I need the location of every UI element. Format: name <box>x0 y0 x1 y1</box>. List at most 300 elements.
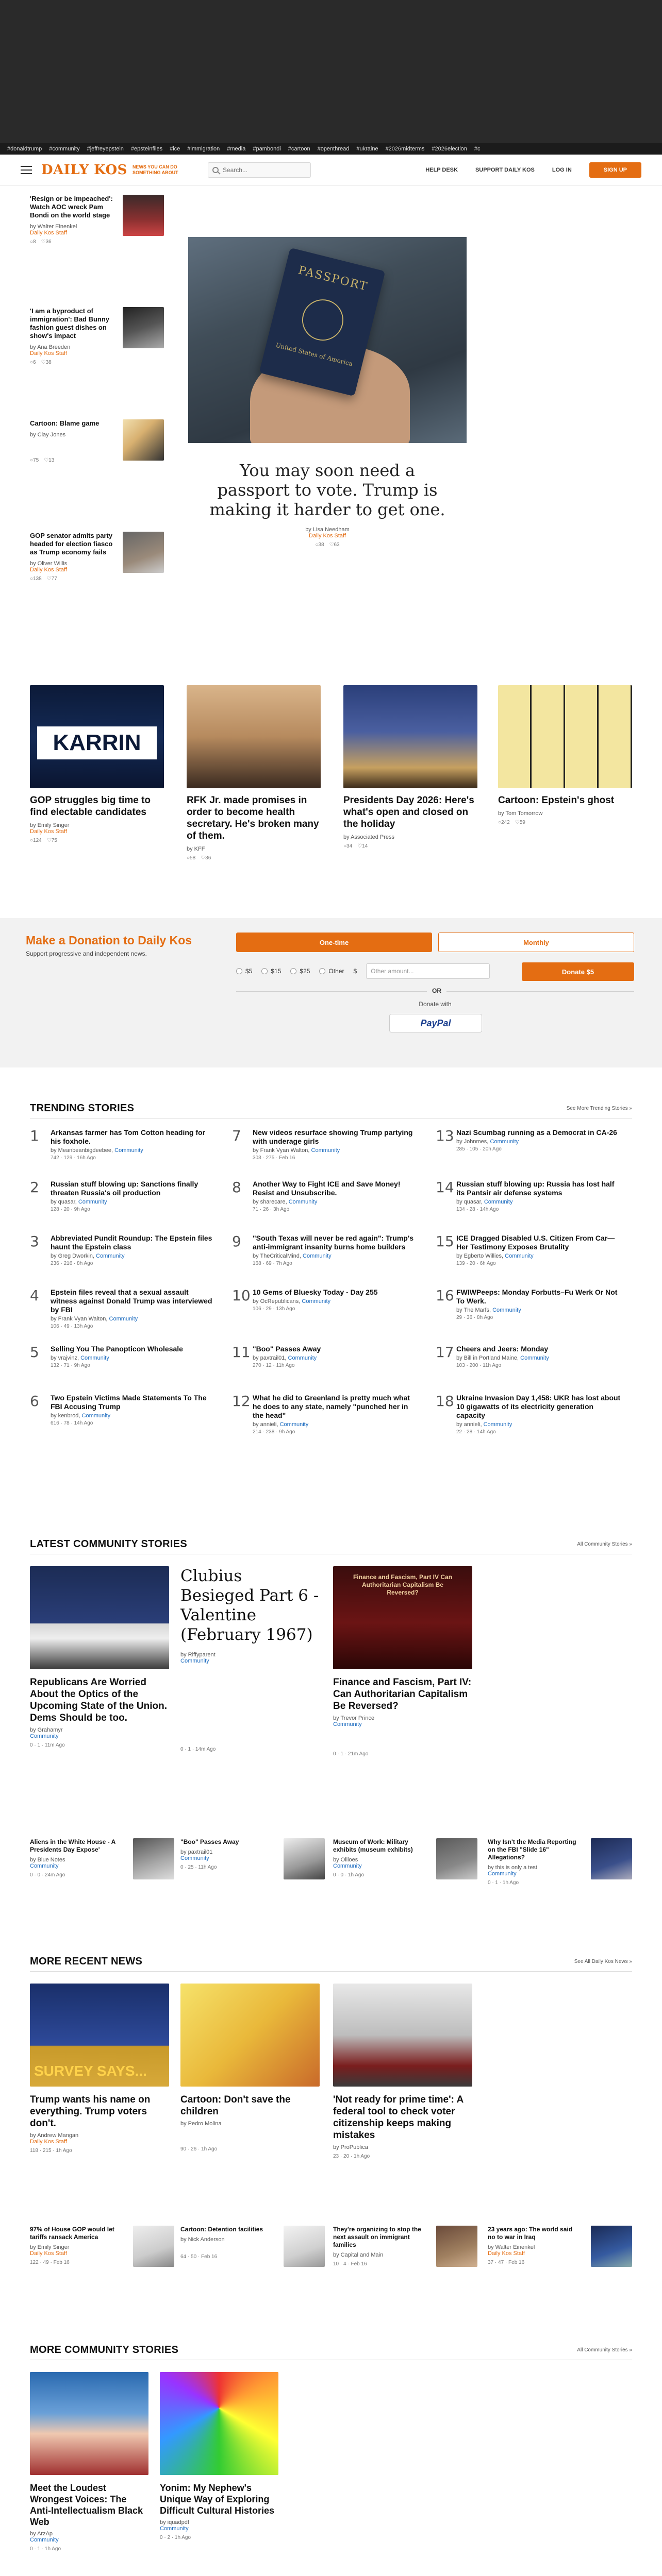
divider <box>30 1971 632 1972</box>
trending-rank: 12 <box>232 1393 251 1410</box>
login-link[interactable]: LOG IN <box>552 166 572 173</box>
card-title[interactable]: Cartoon: Detention facilities <box>180 2226 263 2233</box>
card-title[interactable]: Aliens in the White House - A Presidents Day Expose' <box>30 1838 115 1853</box>
news-card[interactable] <box>30 1984 169 2154</box>
trending-category[interactable]: Community <box>109 1316 138 1322</box>
card-category[interactable]: Community <box>333 1863 362 1869</box>
hashtag-link[interactable]: #pambondi <box>253 146 281 152</box>
trending-byline <box>253 1298 418 1304</box>
trending-title[interactable]: Epstein files reveal that a sexual assault witness against Donald Trump was interviewed by FBI <box>51 1288 212 1314</box>
news-card[interactable] <box>187 685 321 861</box>
comment-count[interactable]: ○ 6 <box>30 360 36 365</box>
card-author[interactable]: by Trevor Prince <box>333 1715 375 1721</box>
news-small-card[interactable] <box>333 2226 477 2267</box>
trending-author[interactable]: by The Marfs, <box>456 1307 491 1313</box>
trending-category[interactable]: Community <box>78 1199 107 1205</box>
trending-item[interactable] <box>30 1234 216 1266</box>
story-thumbnail[interactable] <box>123 419 164 461</box>
trending-title[interactable]: Russian stuff blowing up: Russia has lost half its Pantsir air defense systems <box>456 1180 615 1197</box>
hero-story[interactable] <box>188 237 467 548</box>
card-image[interactable] <box>180 1984 320 2087</box>
story-thumbnail[interactable] <box>123 532 164 573</box>
card-meta: 0 · 2 · 1h Ago <box>160 2535 191 2540</box>
card-meta: 0 · 0 · 24m Ago <box>30 1872 65 1878</box>
card-meta: 37 · 47 · Feb 16 <box>488 2260 525 2265</box>
hashtag-link[interactable]: #2026election <box>432 146 467 152</box>
trending-meta: 134 · 28 · 14h Ago <box>456 1207 499 1212</box>
trending-meta: 71 · 26 · 3h Ago <box>253 1207 290 1212</box>
trending-byline <box>51 1316 216 1322</box>
hashtag-link[interactable]: #donaldtrump <box>7 146 42 152</box>
monthly-toggle[interactable]: Monthly <box>438 933 634 952</box>
card-title[interactable]: 97% of House GOP would let tariffs ransack America <box>30 2226 114 2241</box>
donation-title: Make a Donation to Daily Kos <box>26 934 192 947</box>
trending-byline <box>456 1307 621 1313</box>
trending-author[interactable]: by OcRepublicans, <box>253 1298 301 1304</box>
card-meta <box>187 855 321 861</box>
card-image[interactable] <box>498 685 632 788</box>
card-category[interactable]: Community <box>30 1733 59 1739</box>
hashtag-link[interactable]: #epsteinfiles <box>130 146 163 152</box>
trending-category[interactable]: Community <box>505 1253 534 1259</box>
card-image[interactable] <box>30 1566 169 1669</box>
community-card[interactable] <box>30 2372 148 2552</box>
rec-count[interactable]: ♡ 36 <box>201 855 211 861</box>
community-small-card[interactable] <box>333 1838 477 1878</box>
trending-meta: 132 · 71 · 9h Ago <box>51 1363 90 1368</box>
trending-author[interactable]: by TheCriticalMind, <box>253 1253 301 1259</box>
trending-byline <box>253 1199 418 1205</box>
hero-title[interactable]: You may soon need a passport to vote. Trump is making it harder to get one. <box>209 461 445 519</box>
comment-count[interactable]: ○ 138 <box>30 576 42 582</box>
rec-count[interactable]: ♡ 13 <box>44 457 54 463</box>
trending-title[interactable]: 10 Gems of Bluesky Today - Day 255 <box>253 1288 378 1296</box>
trending-category[interactable]: Community <box>492 1307 521 1313</box>
card-author[interactable]: by Capital and Main <box>333 2252 384 2258</box>
trending-category[interactable]: Community <box>303 1253 332 1259</box>
trending-author[interactable]: by paxtrail01, <box>253 1355 287 1361</box>
card-thumbnail[interactable] <box>133 1838 174 1879</box>
card-title[interactable]: RFK Jr. made promises in order to become health secretary. He's broken many of them. <box>187 795 319 841</box>
card-title[interactable]: Trump wants his name on everything. Trump voters don't. <box>30 2094 151 2129</box>
trending-meta: 168 · 69 · 7h Ago <box>253 1261 292 1266</box>
trending-category[interactable]: Community <box>81 1413 111 1419</box>
card-category[interactable]: Community <box>160 2526 189 2532</box>
news-card[interactable] <box>30 685 164 843</box>
community-small-card[interactable] <box>180 1838 325 1870</box>
card-title[interactable]: 'Not ready for prime time': A federal tool to check voter citizenship keeps making mistakes <box>333 2094 464 2141</box>
radio-icon[interactable] <box>236 968 242 974</box>
card-author[interactable]: by paxtrail01 <box>180 1849 213 1855</box>
trending-item[interactable] <box>436 1180 621 1212</box>
community-card[interactable] <box>180 1566 320 1752</box>
trending-rank: 8 <box>232 1179 241 1196</box>
hashtag-link[interactable]: #cartoon <box>288 146 310 152</box>
trending-category[interactable]: Community <box>288 1199 318 1205</box>
trending-rank: 2 <box>30 1179 39 1196</box>
card-author[interactable]: by iquadpdf <box>160 2519 189 2526</box>
trending-author[interactable]: by Greg Dworkin, <box>51 1253 94 1259</box>
trending-item[interactable] <box>232 1288 418 1312</box>
card-meta: 0 · 1 · 14m Ago <box>180 1747 216 1752</box>
donate-button[interactable]: Donate $5 <box>522 962 634 981</box>
trending-category[interactable]: Community <box>484 1199 513 1205</box>
trending-title[interactable]: "Boo" Passes Away <box>253 1345 321 1353</box>
top-stories <box>0 185 662 672</box>
trending-category[interactable]: Community <box>302 1298 331 1304</box>
trending-category[interactable]: Community <box>80 1355 109 1361</box>
trending-author[interactable]: by annieli, <box>253 1421 278 1428</box>
amount-option-other[interactable] <box>319 968 344 975</box>
latest-community-heading: LATEST COMMUNITY STORIES <box>30 1538 187 1550</box>
card-meta: 23 · 20 · 1h Ago <box>333 2154 370 2159</box>
card-author[interactable]: by Andrew Mangan <box>30 2132 79 2139</box>
trending-title[interactable]: Selling You The Panopticon Wholesale <box>51 1345 183 1353</box>
card-title[interactable]: They're organizing to stop the next assault on immigrant families <box>333 2226 421 2248</box>
signup-button[interactable]: SIGN UP <box>589 162 641 178</box>
trending-title[interactable]: Russian stuff blowing up: Sanctions finally threaten Russia's oil production <box>51 1180 198 1197</box>
card-title[interactable]: GOP struggles big time to find electable candidates <box>30 795 151 818</box>
comment-count[interactable]: ○ 242 <box>498 820 510 825</box>
site-logo[interactable]: DAILY KOS <box>41 162 127 178</box>
news-card[interactable] <box>333 1984 472 2159</box>
community-small-card[interactable] <box>30 1838 174 1878</box>
more-community-heading: MORE COMMUNITY STORIES <box>30 2344 179 2355</box>
eagle-seal-icon <box>297 295 347 345</box>
hero-meta <box>188 542 467 548</box>
trending-author[interactable]: by quasar, <box>51 1199 77 1205</box>
card-image[interactable] <box>30 1984 169 2087</box>
trending-meta: 236 · 216 · 8h Ago <box>51 1261 93 1266</box>
trending-item[interactable] <box>232 1345 418 1368</box>
card-thumbnail[interactable] <box>436 1838 477 1879</box>
card-author[interactable]: by Nick Anderson <box>180 2236 225 2243</box>
trending-item[interactable] <box>232 1394 418 1435</box>
news-see-more-link[interactable]: See All Daily Kos News » <box>574 1959 632 1964</box>
card-thumbnail[interactable] <box>133 2226 174 2267</box>
side-story[interactable] <box>30 195 164 245</box>
community-card[interactable] <box>333 1566 472 1757</box>
trending-author[interactable]: by Egberto Willies, <box>456 1253 504 1259</box>
donate-with-label: Donate with <box>419 1001 452 1008</box>
card-category[interactable]: Community <box>333 1721 362 1727</box>
story-title[interactable]: Cartoon: Blame game <box>30 419 100 427</box>
trending-title[interactable]: New videos resurface showing Trump partying with underage girls <box>253 1128 413 1145</box>
story-title[interactable]: GOP senator admits party headed for election fiasco as Trump economy fails <box>30 532 113 556</box>
story-author[interactable]: by Oliver Willis <box>30 561 68 567</box>
trending-author[interactable]: by vrajvinz, <box>51 1355 79 1361</box>
hashtag-link[interactable]: #immigration <box>187 146 220 152</box>
card-author[interactable]: by Tom Tomorrow <box>498 810 543 817</box>
card-outlet: Daily Kos Staff <box>30 828 67 835</box>
trending-author[interactable]: by quasar, <box>456 1199 483 1205</box>
card-author[interactable]: by Ollioes <box>333 1857 358 1863</box>
card-meta: 0 · 25 · 11h Ago <box>180 1865 217 1870</box>
comment-count[interactable]: ○ 8 <box>30 239 36 245</box>
trending-category[interactable]: Community <box>288 1355 317 1361</box>
rec-count[interactable]: ♡ 14 <box>357 843 368 849</box>
comment-count[interactable]: ○ 124 <box>30 838 42 843</box>
card-title[interactable]: Finance and Fascism, Part IV: Can Authoritarian Capitalism Be Reversed? <box>333 1677 472 1711</box>
news-small-card[interactable] <box>180 2226 325 2260</box>
news-small-card[interactable] <box>488 2226 632 2265</box>
trending-category[interactable]: Community <box>279 1421 309 1428</box>
search-input[interactable] <box>223 166 305 174</box>
card-title[interactable]: Why Isn't the Media Reporting on the FBI "Slide 16" Allegations? <box>488 1838 576 1861</box>
card-author[interactable]: by Associated Press <box>343 834 395 840</box>
more-community-see-more-link[interactable]: All Community Stories » <box>577 2347 632 2353</box>
card-title[interactable]: Yonim: My Nephew's Unique Way of Exploring Difficult Cultural Histories <box>160 2483 275 2516</box>
one-time-toggle[interactable]: One-time <box>236 933 432 952</box>
trending-byline <box>51 1253 216 1259</box>
card-meta: 0 · 0 · 1h Ago <box>333 1872 365 1878</box>
amount-label: $5 <box>245 968 253 975</box>
trending-title[interactable]: What he did to Greenland is pretty much what he does to any state, namely "punched her in the head" <box>253 1394 410 1419</box>
paypal-button[interactable]: PayPal <box>389 1014 482 1032</box>
trending-author[interactable]: by Meanbeanbigdeebee, <box>51 1147 113 1154</box>
news-card[interactable] <box>498 685 632 825</box>
trending-byline <box>456 1355 621 1361</box>
card-author[interactable]: by Pedro Molina <box>180 2121 222 2127</box>
card-author[interactable]: by ProPublica <box>333 2144 368 2150</box>
card-thumbnail[interactable] <box>436 2226 477 2267</box>
trending-category[interactable]: Community <box>96 1253 125 1259</box>
hashtag-link[interactable]: #c <box>474 146 481 152</box>
trending-item[interactable] <box>30 1288 216 1329</box>
card-title[interactable]: "Boo" Passes Away <box>180 1838 239 1845</box>
card-author[interactable]: by this is only a test <box>488 1865 537 1871</box>
trending-item[interactable] <box>30 1128 216 1161</box>
trending-item[interactable] <box>436 1234 621 1266</box>
card-thumbnail[interactable] <box>591 2226 632 2267</box>
card-image[interactable] <box>160 2372 278 2475</box>
card-title[interactable]: Cartoon: Epstein's ghost <box>498 795 615 806</box>
hashtag-link[interactable]: #2026midterms <box>385 146 425 152</box>
donation-subtitle: Support progressive and independent news. <box>26 950 147 957</box>
community-card[interactable] <box>160 2372 278 2540</box>
or-separator: OR <box>427 987 446 994</box>
radio-icon[interactable] <box>261 968 268 974</box>
community-card[interactable] <box>30 1566 169 1748</box>
trending-category[interactable]: Community <box>311 1147 340 1154</box>
trending-title[interactable]: Two Epstein Victims Made Statements To The FBI Accusing Trump <box>51 1394 207 1411</box>
trending-heading: TRENDING STORIES <box>30 1103 135 1114</box>
side-story[interactable] <box>30 419 164 463</box>
card-image-caption: Finance and Fascism, Part IV Can Authoritarian Capitalism Be Reversed? <box>353 1573 453 1596</box>
support-link[interactable]: SUPPORT DAILY KOS <box>475 166 535 173</box>
trending-author[interactable]: by Frank Vyan Walton, <box>253 1147 310 1154</box>
card-category: Daily Kos Staff <box>488 2250 525 2257</box>
card-image[interactable] <box>333 1566 472 1669</box>
card-title[interactable]: Meet the Loudest Wrongest Voices: The Anti-Intellectualism Black Web <box>30 2483 143 2527</box>
trending-item[interactable] <box>232 1180 418 1212</box>
trending-title[interactable]: Cheers and Jeers: Monday <box>456 1345 549 1353</box>
search-box[interactable] <box>208 162 311 178</box>
card-thumbnail[interactable] <box>284 1838 325 1879</box>
trending-item[interactable] <box>436 1394 621 1435</box>
trending-item[interactable] <box>436 1128 621 1152</box>
trending-item[interactable] <box>232 1234 418 1266</box>
hashtag-link[interactable]: #jeffreyepstein <box>87 146 124 152</box>
trending-author[interactable]: by Frank Vyan Walton, <box>51 1316 108 1322</box>
card-author[interactable]: by ArzAp <box>30 2531 53 2537</box>
trending-title[interactable]: FWIWPeeps: Monday Forbutts–Fu Werk Or Not To Werk. <box>456 1288 618 1305</box>
card-title[interactable]: Museum of Work: Military exhibits (museum exhibits) <box>333 1838 413 1853</box>
rec-count[interactable]: ♡ 75 <box>47 838 57 843</box>
trending-title[interactable]: Abbreviated Pundit Roundup: The Epstein files haunt the Epstein class <box>51 1234 212 1251</box>
story-thumbnail[interactable] <box>123 307 164 348</box>
card-meta <box>30 838 164 843</box>
community-small-card[interactable] <box>488 1838 632 1886</box>
rec-count[interactable]: ♡ 63 <box>329 542 340 548</box>
card-image-sign: KARRIN <box>37 726 157 759</box>
rec-count[interactable]: ♡ 38 <box>41 360 52 365</box>
trending-item[interactable] <box>30 1345 216 1368</box>
news-card[interactable] <box>343 685 477 849</box>
comment-count[interactable]: ○ 38 <box>315 542 324 548</box>
rec-count[interactable]: ♡ 59 <box>515 820 525 825</box>
trending-author[interactable]: by Johnmes, <box>456 1139 489 1145</box>
story-title[interactable]: 'Resign or be impeached': Watch AOC wreck Pam Bondi on the world stage <box>30 195 113 219</box>
comment-count[interactable]: ○ 34 <box>343 843 352 849</box>
comment-count[interactable]: ○ 58 <box>187 855 195 861</box>
trending-meta: 742 · 129 · 16h Ago <box>51 1155 96 1161</box>
radio-icon[interactable] <box>319 968 325 974</box>
card-title[interactable]: Cartoon: Don't save the children <box>180 2094 291 2117</box>
amount-label: Other <box>328 968 344 975</box>
card-title[interactable]: Republicans Are Worried About the Optics of the Upcoming State of the Union. Dems Should be too. <box>30 1677 167 1723</box>
trending-title[interactable]: "South Texas will never be red again": Trump's anti-immigrant insanity burns home builders <box>253 1234 413 1251</box>
story-title[interactable]: 'I am a byproduct of immigration': Bad Bunny fashion guest dishes on show's impact <box>30 307 110 340</box>
site-header <box>0 155 662 185</box>
card-meta: 0 · 1 · 1h Ago <box>30 2546 61 2552</box>
card-image[interactable] <box>343 685 477 788</box>
trending-category[interactable]: Community <box>483 1421 512 1428</box>
community-see-more-link[interactable]: All Community Stories » <box>577 1541 632 1547</box>
help-desk-link[interactable]: HELP DESK <box>425 166 458 173</box>
trending-byline <box>253 1421 418 1428</box>
card-title[interactable]: Clubius Besieged Part 6 - Valentine (February 1967) <box>180 1567 319 1644</box>
card-meta: 0 · 1 · 1h Ago <box>488 1880 519 1886</box>
trending-title[interactable]: Arkansas farmer has Tom Cotton heading for his foxhole. <box>51 1128 206 1145</box>
story-author[interactable]: by Ana Breeden <box>30 344 71 350</box>
amount-option-15[interactable] <box>261 968 281 975</box>
trending-title[interactable]: Another Way to Fight ICE and Save Money! Resist and Unsubscribe. <box>253 1180 401 1197</box>
rec-count[interactable]: ♡ 36 <box>41 239 52 245</box>
trending-category[interactable]: Community <box>520 1355 549 1361</box>
hero-image[interactable] <box>188 237 467 443</box>
card-category[interactable]: Community <box>488 1871 517 1877</box>
trending-title[interactable]: Nazi Scumbag running as a Democrat in CA-26 <box>456 1128 617 1137</box>
trending-title[interactable]: Ukraine Invasion Day 1,458: UKR has lost about 10 gigawatts of its electricity generation capacity <box>456 1394 621 1419</box>
trending-meta: 139 · 20 · 6h Ago <box>456 1261 496 1266</box>
card-category[interactable]: Community <box>180 1855 209 1861</box>
trending-byline <box>51 1413 216 1419</box>
story-author[interactable]: by Walter Einenkel <box>30 224 77 230</box>
story-author[interactable]: by Clay Jones <box>30 432 66 438</box>
side-story[interactable] <box>30 532 164 582</box>
trending-item[interactable] <box>436 1345 621 1368</box>
card-author[interactable]: by Emily Singer <box>30 2244 70 2250</box>
header-nav <box>425 162 641 178</box>
trending-see-more-link[interactable]: See More Trending Stories » <box>566 1106 632 1111</box>
card-author[interactable]: by Emily Singer <box>30 822 70 828</box>
card-author[interactable]: by Blue Notes <box>30 1857 65 1863</box>
card-category[interactable]: Community <box>30 2537 59 2543</box>
trending-item[interactable] <box>30 1394 216 1426</box>
radio-icon[interactable] <box>290 968 296 974</box>
card-meta <box>498 820 632 825</box>
card-category[interactable]: Community <box>30 1863 59 1869</box>
hero-author[interactable]: by Lisa Needham <box>305 527 350 533</box>
trending-author[interactable]: by kenbrod, <box>51 1413 80 1419</box>
trending-meta: 29 · 36 · 8h Ago <box>456 1315 493 1320</box>
hashtag-link[interactable]: #openthread <box>317 146 350 152</box>
card-meta: 118 · 215 · 1h Ago <box>30 2148 72 2154</box>
card-author[interactable]: by Grahamyr <box>30 1727 63 1733</box>
card-thumbnail[interactable] <box>591 1838 632 1879</box>
card-image[interactable] <box>333 1984 472 2087</box>
hashtag-link[interactable]: #ukraine <box>356 146 378 152</box>
trending-item[interactable] <box>232 1128 418 1161</box>
card-image[interactable] <box>187 685 321 788</box>
trending-byline <box>51 1147 216 1154</box>
trending-author[interactable]: by annieli, <box>456 1421 482 1428</box>
card-category[interactable]: Community <box>180 1658 209 1664</box>
hashtag-link[interactable]: #community <box>49 146 80 152</box>
hashtag-link[interactable]: #ice <box>170 146 180 152</box>
hashtag-link[interactable]: #media <box>227 146 246 152</box>
trending-category[interactable]: Community <box>490 1139 519 1145</box>
menu-icon[interactable] <box>21 166 32 174</box>
card-author[interactable]: by Riffyparent <box>180 1652 216 1658</box>
trending-meta: 303 · 275 · Feb 16 <box>253 1155 295 1161</box>
card-thumbnail[interactable] <box>284 2226 325 2267</box>
trending-rank: 9 <box>232 1233 241 1250</box>
amount-option-25[interactable] <box>290 968 310 975</box>
trending-byline <box>253 1147 418 1154</box>
trending-title[interactable]: ICE Dragged Disabled U.S. Citizen From Car—Her Testimony Exposes Brutality <box>456 1234 615 1251</box>
trending-author[interactable]: by Bill in Portland Maine, <box>456 1355 519 1361</box>
trending-item[interactable] <box>30 1180 216 1212</box>
trending-author[interactable]: by sharecare, <box>253 1199 287 1205</box>
trending-meta: 103 · 200 · 11h Ago <box>456 1363 502 1368</box>
card-author[interactable]: by KFF <box>187 846 205 852</box>
amount-option-5[interactable] <box>236 968 252 975</box>
card-image[interactable] <box>30 2372 148 2475</box>
card-image[interactable] <box>30 685 164 788</box>
trending-category[interactable]: Community <box>114 1147 143 1154</box>
card-author[interactable]: by Walter Einenkel <box>488 2244 535 2250</box>
trending-byline <box>253 1253 418 1259</box>
story-thumbnail[interactable] <box>123 195 164 236</box>
news-small-card[interactable] <box>30 2226 174 2265</box>
story-meta <box>30 239 164 245</box>
rec-count[interactable]: ♡ 77 <box>47 576 57 582</box>
trending-item[interactable] <box>436 1288 621 1320</box>
card-meta: 64 · 50 · Feb 16 <box>180 2254 218 2260</box>
other-amount-input[interactable]: Other amount... <box>366 963 490 979</box>
trending-meta: 270 · 12 · 11h Ago <box>253 1363 295 1368</box>
news-card[interactable] <box>180 1984 320 2152</box>
card-title[interactable]: 23 years ago: The world said no to war in Iraq <box>488 2226 573 2241</box>
side-story[interactable] <box>30 307 164 365</box>
card-meta: 0 · 1 · 21m Ago <box>333 1751 369 1757</box>
card-meta: 90 · 26 · 1h Ago <box>180 2146 218 2152</box>
comment-count[interactable]: ○ 75 <box>30 457 39 463</box>
card-title[interactable]: Presidents Day 2026: Here's what's open and closed on the holiday <box>343 795 474 829</box>
trending-rank: 17 <box>436 1344 454 1361</box>
